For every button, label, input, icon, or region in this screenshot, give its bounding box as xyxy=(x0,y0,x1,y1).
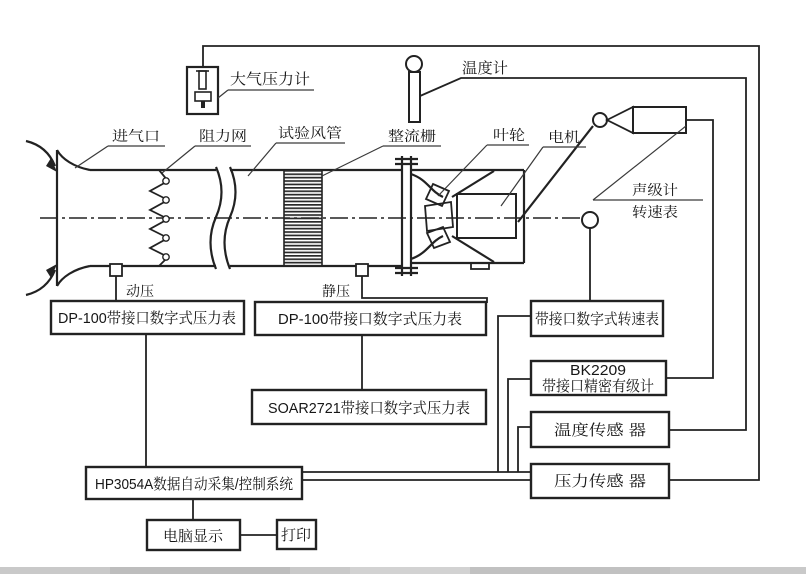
test-duct-label: 试验风管 xyxy=(278,125,342,141)
daq-box-label: HP3054A数据自动采集/控制系统 xyxy=(95,476,314,493)
tachometer-probe-label: 转速表 xyxy=(632,204,678,220)
soar-box xyxy=(252,390,486,424)
digital-tachometer-box-label: 带接口数字式转速表 xyxy=(535,311,671,328)
pressure-sensor-box xyxy=(531,464,669,498)
inlet-label: 进气口 xyxy=(112,128,160,144)
computer-display-box xyxy=(147,520,240,550)
static-pressure-label: 静压 xyxy=(322,283,350,299)
thermometer-symbol xyxy=(406,56,422,122)
dynamic-pressure-label: 动压 xyxy=(126,283,154,299)
bk2209-box xyxy=(531,361,666,395)
dynamic-pressure-tap xyxy=(110,264,122,276)
pressure-sensor-box-label: 压力传感 器 xyxy=(554,473,634,490)
barometer-label: 大气压力计 xyxy=(230,71,310,88)
temperature-sensor-box xyxy=(531,412,669,447)
page-edge-strip xyxy=(0,567,806,574)
dp-static-box-label: DP-100带接口数字式压力表 xyxy=(278,311,464,328)
slm-body xyxy=(633,107,686,133)
digital-tachometer-box xyxy=(531,301,671,336)
static-pressure-tap xyxy=(356,264,368,276)
bk2209-name-label: 带接口精密有级计 xyxy=(542,378,654,395)
soar-box-label: SOAR2721带接口数字式压力表 xyxy=(268,400,479,417)
dp-dynamic-box-label: DP-100带接口数字式压力表 xyxy=(58,310,244,327)
printer-box xyxy=(277,520,316,549)
straightener-label: 整流栅 xyxy=(388,128,436,144)
microphone-icon xyxy=(593,113,607,127)
thermometer-label-group xyxy=(462,59,508,77)
computer-display-box-label: 电脑显示 xyxy=(163,528,224,545)
dp-dynamic-box xyxy=(51,301,244,334)
sound-level-meter-label: 声级计 xyxy=(632,182,678,198)
bk2209-model-label: BK2209 xyxy=(570,362,626,379)
temperature-sensor-box-label: 温度传感 器 xyxy=(554,422,634,439)
tachometer-probe-symbol xyxy=(582,212,598,228)
dp-static-box xyxy=(255,302,486,335)
printer-box-label: 打印 xyxy=(281,527,311,544)
daq-box xyxy=(86,467,314,499)
impeller-label: 叶轮 xyxy=(493,127,525,143)
motor-label: 电机 xyxy=(548,129,580,145)
thermometer-label: 温度计 xyxy=(462,60,508,77)
resistance-net-label: 阻力网 xyxy=(199,128,247,144)
straightener-symbol xyxy=(284,170,322,266)
barometer-symbol xyxy=(187,67,218,114)
